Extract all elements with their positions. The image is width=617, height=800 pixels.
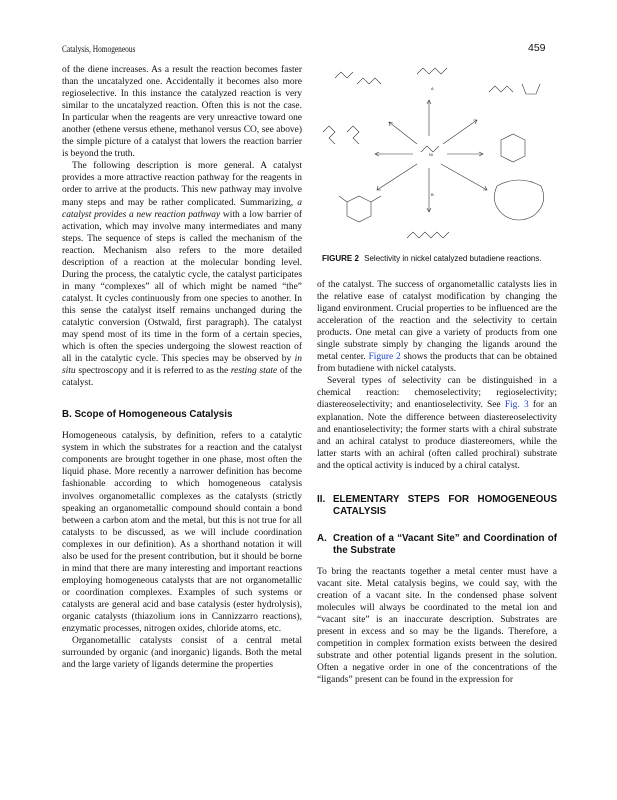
figure-caption-text: Selectivity in nickel catalyzed butadiene reactions. (364, 254, 542, 263)
section-b-heading: B. Scope of Homogeneous Catalysis (62, 409, 233, 421)
figure-2-link[interactable]: Figure 2 (368, 352, 401, 363)
figure-caption-label: FIGURE 2 (322, 254, 359, 263)
top-arrow-label: A (431, 86, 434, 91)
left-column (62, 64, 302, 671)
center-label: Ni (429, 152, 433, 157)
paragraph: The following description is more general. A catalyst provides a more attractive reaction pathway for the reagents in order to arrive at the products. This new pathway may involve many steps and may be rather complicated. Summarizing, a catalyst provides a new reaction pathway with a low barrier of activation, which may involve many intermediates and many steps. The sequence of steps is called the mechanism of the reaction. Mechanism also refers to the more detailed description of a reaction at the molecular bonding level. During the process, the catalytic cycle, the catalyst participates in many “complexes” all of which might be named “the” catalyst. It cycles continuously from one species to another. In this sense the catalyst itself remains unchanged during the catalytic conversion (Ostwald, first paragraph). The catalyst may spend most of its time in the form of a certain species, which is often the species undergoing the slowest reaction of all in the catalytic cycle. This species may be observed by in situ spectroscopy and it is referred to as the resting state of the catalyst. (62, 161, 302, 389)
figure-3-link[interactable]: Fig. 3 (504, 400, 529, 411)
paragraph: of the catalyst. The success of organometallic catalysts lies in the relative ease of catalyst modification by changing the ligand environment. Crucial properties to be influenced are the acceleration of the reaction and the selectivity to certain products. One metal can give a variety of products from one single substrate simply by changing the ligands around the metal center. Figure 2 shows the products that can be obtained from butadiene with nickel catalysts. (317, 280, 558, 375)
right-column (317, 279, 557, 686)
paragraph: To bring the reactants together a metal center must have a vacant site. Metal catalysis begins, we could say, with the creation of a vacant site. In the condensed phase solvent molecules will always be coordinated to the metal ion and “vacant site” is an inaccurate description. Substrates are present in excess and so may be the ligands. Therefore, a competition in complex formation exists between the desired substrate and other potential ligands present in the solution. Often a negative order in one of the concentrations of the “ligands” present can be found in the expression for (317, 566, 557, 686)
section-ii-heading: II. ELEMENTARY STEPS FOR HOMOGENEOUS CATALYSIS (317, 493, 557, 517)
paragraph: Organometallic catalysts consist of a central metal surrounded by organic (and inorganic) ligands. Both the metal and the large variety of ligands determine the properties (62, 636, 302, 671)
butadiene-selectivity-figure (317, 62, 557, 248)
paragraph: of the diene increases. As a result the reaction becomes faster than the uncatalyzed one. Accidentally it becomes also more regioselective. In this instance the catalyzed reaction is very similar to the uncatalyzed reaction. Often this is not the case. In particular when the reagents are very unreactive toward one another (ethene versus ethene, methanol versus CO, see above) the simple picture of a catalyst that lowers the reaction barrier is beyond the truth. (62, 65, 302, 160)
running-title: Catalysis, Homogeneous (62, 44, 136, 54)
bottom-arrow-label: B (431, 192, 434, 197)
paragraph: Several types of selectivity can be distinguished in a chemical reaction: chemoselectivity; regioselectivity; diastereoselectivity; and enantioselectivity. See Fig. 3 for an explanation. Note the difference between diastereoselectivity and enantioselectivity; the former starts with a chiral substrate and an achiral catalyst to produce diastereomers, while the latter starts with an achiral (often called prochiral) substrate and the optical activity is induced by a chiral catalyst. (317, 376, 557, 471)
page-number: 459 (528, 42, 546, 54)
figure-caption (322, 254, 562, 263)
section-a-heading: A. Creation of a “Vacant Site” and Coordination of the Substrate (317, 532, 557, 556)
paragraph: Homogeneous catalysis, by definition, refers to a catalytic system in which the substrates for a reaction and the catalyst components are brought together in one phase, most often the liquid phase. More recently a narrower definition has become fashionable according to which homogeneous catalysis involves organometallic complexes as the catalysts (strictly speaking an organometallic compound should contain a bond between a carbon atom and the metal, but this is not true for all catalysts to be discussed, as we will include coordination complexes in our definition). As a shorthand notation it will also be used for the present contribution, but it should be borne in mind that there are many interesting and important reactions employing homogeneous catalysts that are not organometallic or coordination complexes. Examples of such systems or catalysts are general acid and base catalysis (ester hydrolysis), organic catalysts (thiazolium ions in Cannizzarro reactions), enzymatic processes, nitrogen oxides, chloride atoms, etc. (62, 431, 302, 635)
